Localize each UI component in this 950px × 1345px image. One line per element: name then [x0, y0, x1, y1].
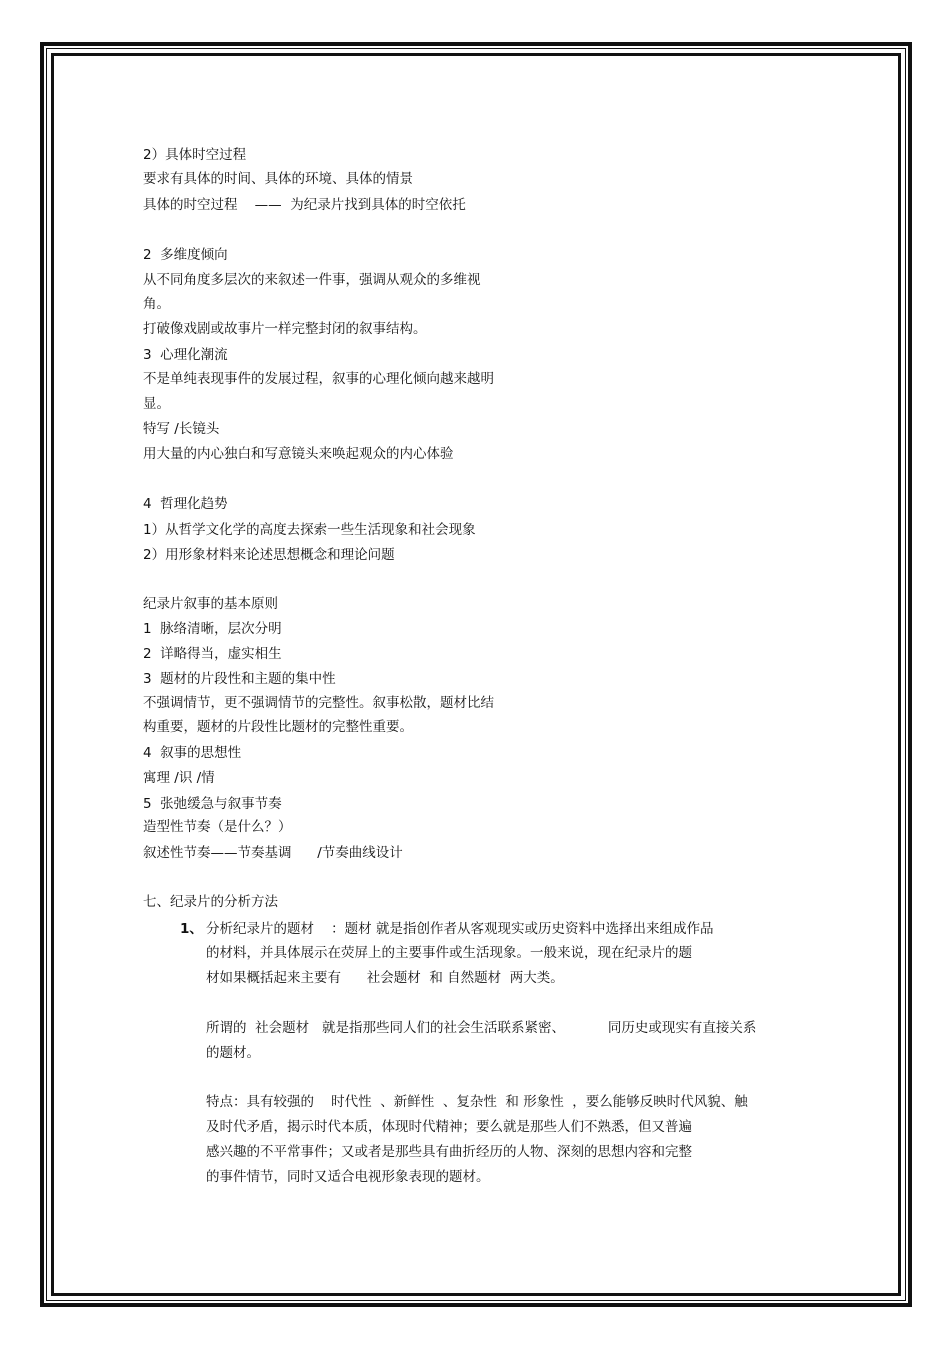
- text-line: 构重要，题材的片段性比题材的完整性重要。: [143, 719, 413, 735]
- heading: 4 哲理化趋势: [143, 496, 228, 512]
- text-line: 2 详略得当，虚实相生: [143, 646, 282, 662]
- paragraph-line: 的题材。: [206, 1045, 260, 1061]
- text-line: 从不同角度多层次的来叙述一件事，强调从观众的多维视: [143, 272, 481, 288]
- text-line: 5 张弛缓急与叙事节奏: [143, 796, 282, 812]
- paragraph-line: 所谓的 社会题材 就是指那些同人们的社会生活联系紧密、 同历史或现实有直接关系: [206, 1020, 757, 1036]
- text-line: 打破像戏剧或故事片一样完整封闭的叙事结构。: [143, 321, 427, 337]
- text-line: 不强调情节，更不强调情节的完整性。叙事松散，题材比结: [143, 695, 494, 711]
- text-line: 4 叙事的思想性: [143, 745, 242, 761]
- text-line: 角。: [143, 296, 170, 312]
- paragraph-line: 及时代矛盾，揭示时代本质，体现时代精神；要么就是那些人们不熟悉，但又普遍: [206, 1119, 692, 1135]
- heading: 3 心理化潮流: [143, 347, 228, 363]
- text-line: 用大量的内心独白和写意镜头来唤起观众的内心体验: [143, 446, 454, 462]
- text-line: 要求有具体的时间、具体的环境、具体的情景: [143, 171, 413, 187]
- heading: 纪录片叙事的基本原则: [143, 596, 278, 612]
- paragraph-line: 材如果概括起来主要有 社会题材 和 自然题材 两大类。: [206, 970, 564, 986]
- text-line: 1）从哲学文化学的高度去探索一些生活现象和社会现象: [143, 522, 476, 538]
- section-heading: 七、纪录片的分析方法: [143, 894, 278, 910]
- paragraph-line: 的材料，并具体展示在荧屏上的主要事件或生活现象。一般来说，现在纪录片的题: [206, 945, 692, 961]
- text-line: 1 脉络清晰，层次分明: [143, 621, 282, 637]
- text-line: 具体的时空过程 —— 为纪录片找到具体的时空依托: [143, 197, 466, 213]
- section-number: 1、: [180, 921, 203, 937]
- heading: 2 多维度倾向: [143, 247, 228, 263]
- paragraph-line: 特点：具有较强的 时代性 、新鲜性 、复杂性 和 形象性 ，要么能够反映时代风貌、触: [206, 1094, 748, 1110]
- text-line: 造型性节奏（是什么？）: [143, 819, 292, 835]
- text-line: 不是单纯表现事件的发展过程，叙事的心理化倾向越来越明: [143, 371, 494, 387]
- text-line: 3 题材的片段性和主题的集中性: [143, 671, 336, 687]
- text-line: 2）用形象材料来论述思想概念和理论问题: [143, 547, 395, 563]
- text-line: 2）具体时空过程: [143, 147, 247, 163]
- text-line: 特写 /长镜头: [143, 421, 220, 437]
- paragraph-line: 分析纪录片的题材 ：题材 就是指创作者从客观现实或历史资料中选择出来组成作品: [206, 921, 714, 937]
- paragraph-line: 感兴趣的不平常事件；又或者是那些具有曲折经历的人物、深刻的思想内容和完整: [206, 1144, 692, 1160]
- text-line: 叙述性节奏——节奏基调 /节奏曲线设计: [143, 845, 403, 861]
- text-line: 显。: [143, 396, 170, 412]
- text-line: 寓理 /识 /情: [143, 770, 215, 786]
- paragraph-line: 的事件情节，同时又适合电视形象表现的题材。: [206, 1169, 490, 1185]
